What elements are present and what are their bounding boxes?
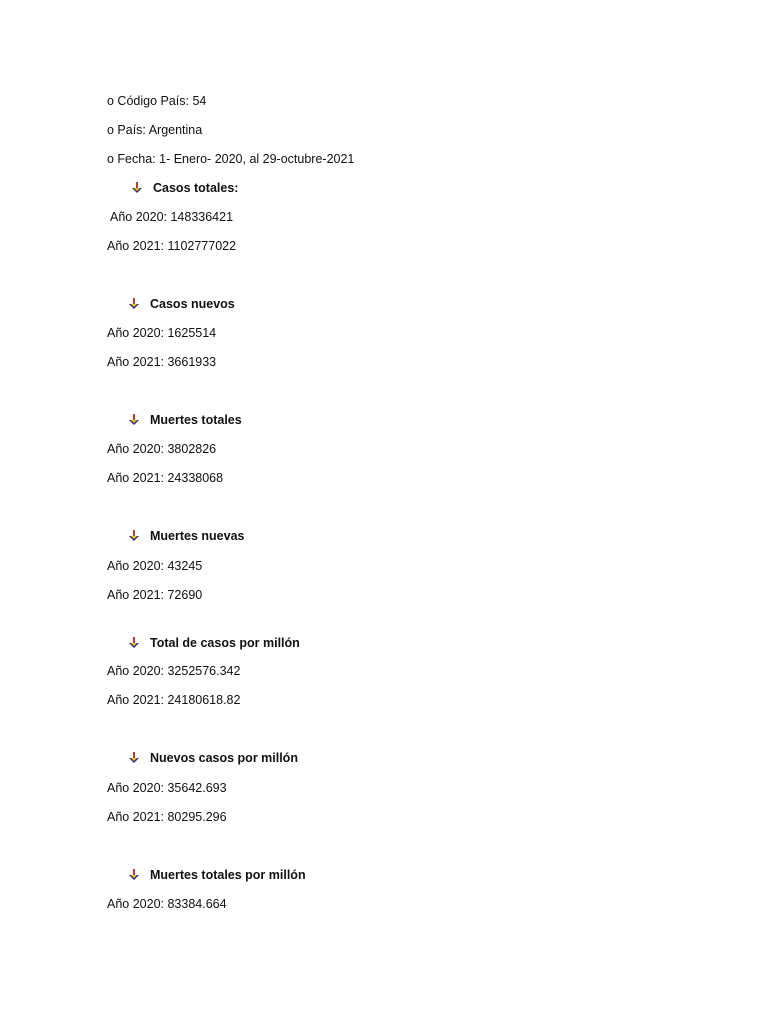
arrow-bullet-icon	[128, 298, 140, 310]
section-line: Año 2020: 1625514	[107, 326, 217, 340]
section-line: Año 2021: 72690	[107, 588, 203, 602]
arrow-bullet-icon	[128, 869, 140, 881]
section-line: Año 2020: 35642.693	[107, 781, 227, 795]
section-title: Muertes totales	[150, 413, 242, 427]
section-title: Casos nuevos	[150, 297, 235, 311]
section-line: Año 2020: 83384.664	[107, 897, 227, 911]
section-title: Total de casos por millón	[150, 636, 300, 650]
section-heading	[128, 412, 242, 428]
info-pais: o País: Argentina	[107, 123, 203, 137]
info-codigo: o Código País: 54	[107, 94, 207, 108]
section-heading	[131, 180, 238, 196]
section-title: Muertes totales por millón	[150, 868, 306, 882]
arrow-bullet-icon	[128, 414, 140, 426]
section-line: Año 2021: 24338068	[107, 471, 224, 485]
section-line: Año 2020: 3252576.342	[107, 664, 241, 678]
section-heading	[128, 528, 244, 544]
section-line: Año 2021: 24180618.82	[107, 693, 241, 707]
section-line: Año 2020: 148336421	[110, 210, 234, 224]
section-line: Año 2021: 1102777022	[107, 239, 237, 253]
section-line: Año 2021: 80295.296	[107, 810, 227, 824]
section-title: Casos totales:	[153, 181, 239, 195]
section-heading	[128, 750, 298, 766]
info-fecha: o Fecha: 1- Enero- 2020, al 29-octubre-2021	[107, 152, 355, 166]
arrow-bullet-icon	[128, 637, 140, 649]
section-title: Nuevos casos por millón	[150, 751, 298, 765]
section-heading	[128, 635, 300, 651]
section-title: Muertes nuevas	[150, 529, 245, 543]
arrow-bullet-icon	[128, 752, 140, 764]
section-heading	[128, 867, 306, 883]
arrow-bullet-icon	[131, 182, 143, 194]
section-line: Año 2020: 43245	[107, 559, 203, 573]
section-line: Año 2021: 3661933	[107, 355, 217, 369]
section-heading	[128, 296, 235, 312]
arrow-bullet-icon	[128, 530, 140, 542]
section-line: Año 2020: 3802826	[107, 442, 217, 456]
